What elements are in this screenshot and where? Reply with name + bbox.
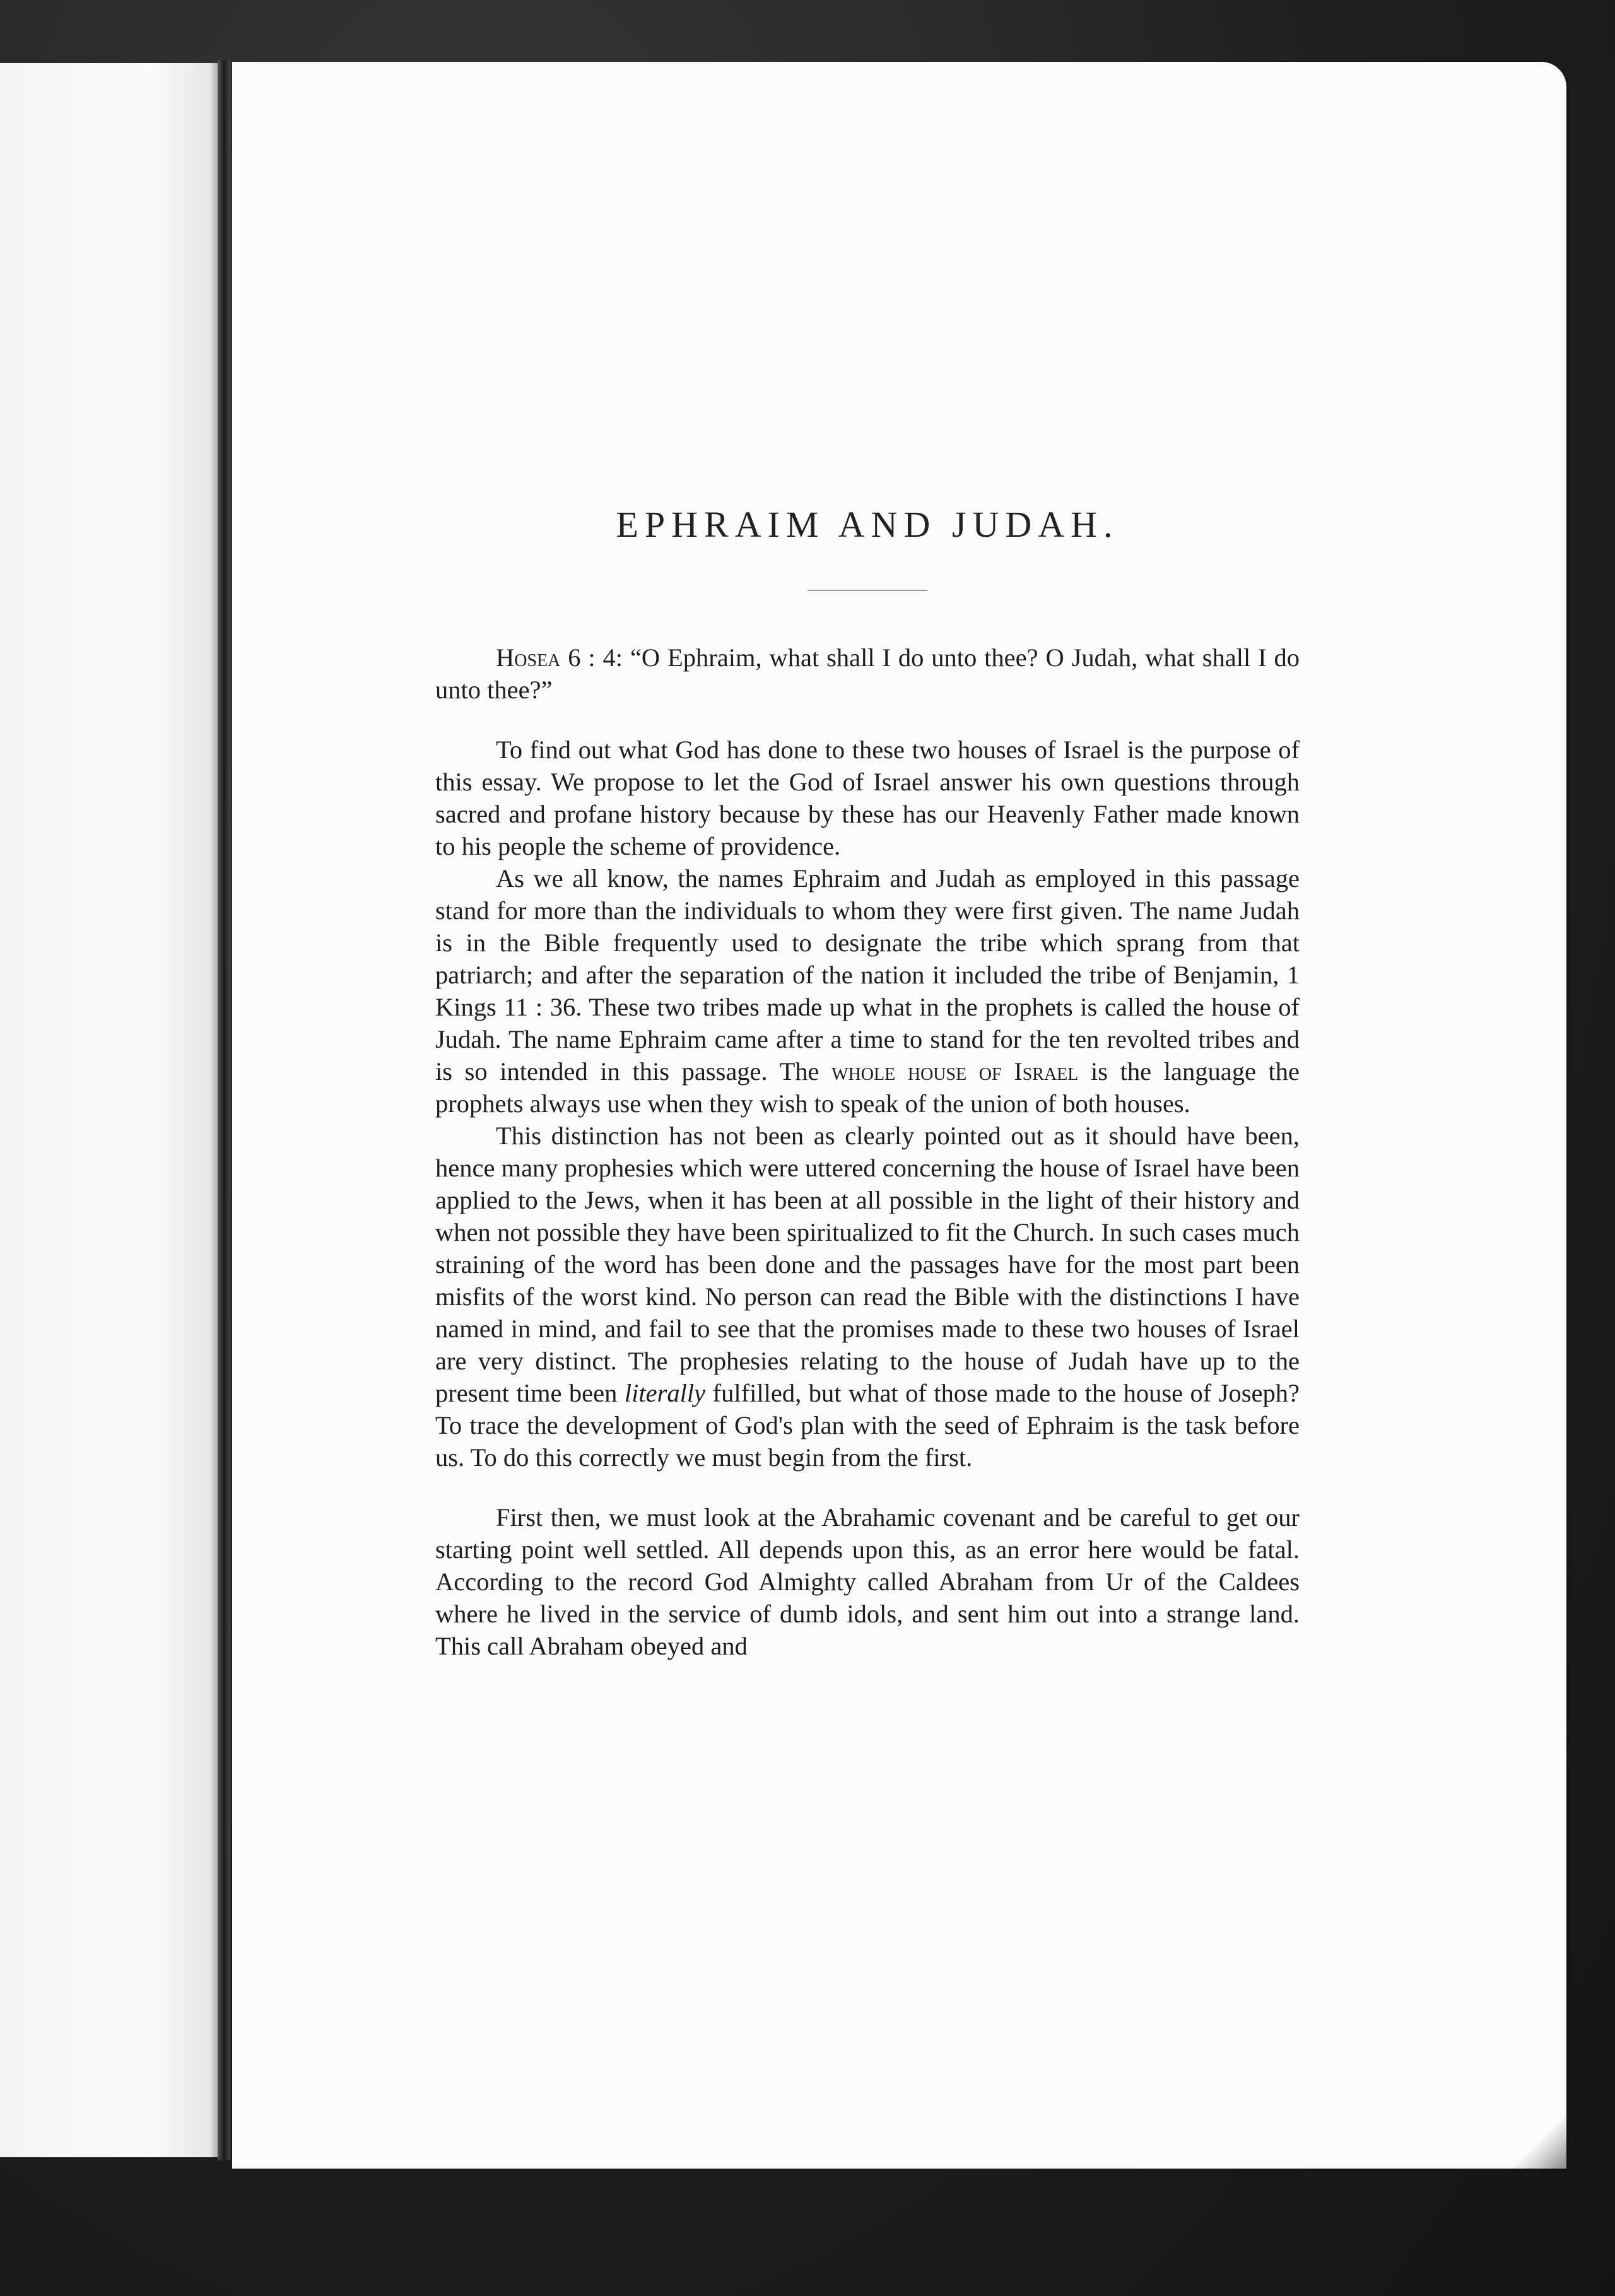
paragraph-3-before: This distinction has not been as clearly pointed out as it should have been, hence many prophesies which were uttered concerning the house of Israel have been applied to the Jews, when it has been at all possible in the light of their history and when not possible they have been spiritualized to fit the Church. In such cases much straining of the word has been done and the passages have for the most part been misfits of the worst kind. No person can read the Bible with the distinctions I have named in mind, and fail to see that the promises made to these two houses of Israel are very distinct. The prophesies relating to the house of Judah have up to the present time been (435, 1122, 1300, 1407)
paragraph-3-after: fulfilled, but what of those made to the house of Joseph? To trace the development of God's plan with the seed of Ephraim is the task before us. To do this correctly we must begin from the first. (435, 1379, 1300, 1472)
paragraph-2-smallcaps: whole house of Israel (831, 1057, 1079, 1086)
paragraph-1: To find out what God has done to these two houses of Israel is the purpose of this essay. We propose to let the God of Israel answer his own questions through sacred and profane history because by these has our Heavenly Father made known to his people the scheme of providence. (435, 735, 1300, 860)
book-gutter (218, 60, 230, 2160)
paragraph-3-emphasis: literally (624, 1379, 706, 1407)
paragraph-2-tail-before: The (779, 1057, 819, 1086)
title-divider (808, 590, 927, 591)
paragraph-2-body: As we all know, the names Ephraim and Judah as employed in this passage stand for more than the individuals to whom they were first given. The name Judah is in the Bible frequently used to designate the tribe which sprang from that patriarch; and after the separation of the nation it included the tribe of Benjamin, 1 Kings 11 : 36. These two tribes made up what in the prophets is called the house of Judah. The name Ephraim came after a time to stand for the ten revolted tribes and is so intended in this passage. (435, 864, 1300, 1086)
book-page (232, 62, 1566, 2169)
page-title: EPHRAIM AND JUDAH. (616, 504, 1119, 545)
paragraph-4: First then, we must look at the Abrahamic covenant and be careful to get our starting point well settled. All depends upon this, as an error here would be fatal. According to the record God Almighty called Abraham from Ur of the Caldees where he lived in the service of dumb idols, and sent him out into a strange land. This call Abraham obeyed and (435, 1503, 1300, 1660)
paragraph-2-tail-after: is the language the prophets always use when they wish to speak of the union of both houses. (435, 1057, 1300, 1118)
facing-page-left (0, 63, 221, 2157)
epigraph-reference: Hosea 6 : 4: (496, 643, 623, 672)
page-corner-wear (1510, 2099, 1566, 2169)
paragraph-2 (435, 862, 1300, 1120)
page-text-block (435, 440, 1300, 1662)
epigraph (435, 641, 1300, 706)
epigraph-text: “O Ephraim, what shall I do unto thee? O Judah, what shall I do unto thee?” (435, 643, 1300, 704)
paragraph-3 (435, 1120, 1300, 1473)
